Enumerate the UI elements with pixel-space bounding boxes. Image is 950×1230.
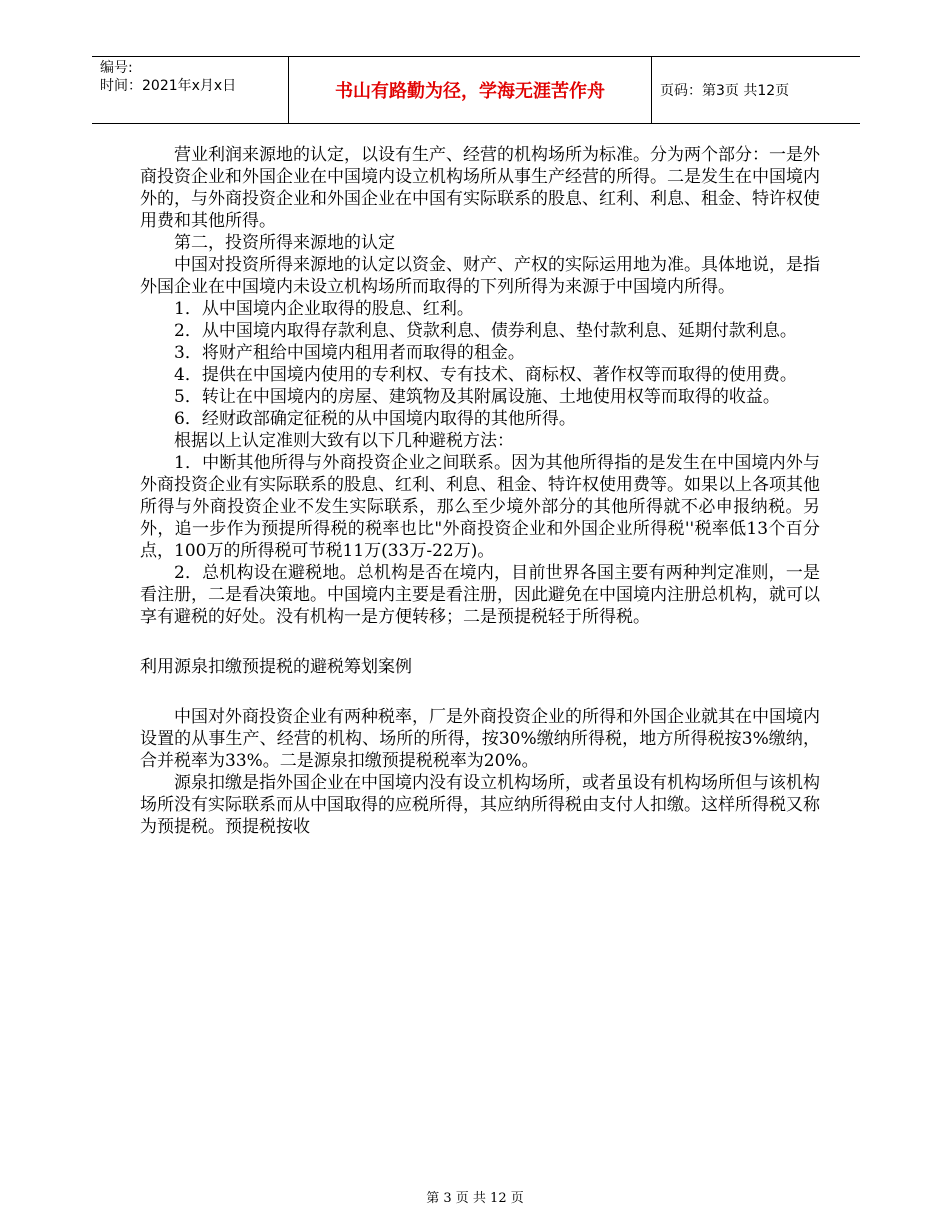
paragraph: 源泉扣缴是指外国企业在中国境内没有设立机构场所，或者虽设有机构场所但与该机构场所没有实际联系而从中国取得的应税所得，其应纳所得税由支付人扣缴。这样所得税又称为预提税。预提税按收 bbox=[140, 773, 820, 837]
paragraph: 根据以上认定准则大致有以下几种避税方法： bbox=[174, 431, 514, 451]
list-item: 3．将财产租给中国境内租用者而取得的租金。 bbox=[174, 343, 525, 363]
list-item: 5．转让在中国境内的房屋、建筑物及其附属设施、土地使用权等而取得的收益。 bbox=[174, 387, 780, 407]
list-item: 2．总机构设在避税地。总机构是否在境内，目前世界各国主要有两种判定准则，一是看注册，二是看决策地。中国境内主要是看注册，因此避免在中国境内注册总机构，就可以享有避税的好处。没有机构一是方便转移；二是预提税轻于所得税。 bbox=[140, 563, 820, 627]
list-item: 4．提供在中国境内使用的专利权、专有技术、商标权、著作权等而取得的使用费。 bbox=[174, 365, 797, 385]
paragraph: 营业利润来源地的认定，以设有生产、经营的机构场所为标准。分为两个部分：一是外商投资企业和外国企业在中国境内设立机构场所从事生产经营的所得。二是发生在中国境内外的，与外商投资企业和外国企业在中国有实际联系的股息、红利、利息、租金、特许权使用费和其他所得。 bbox=[140, 145, 820, 231]
list-item: 1．中断其他所得与外商投资企业之间联系。因为其他所得指的是发生在中国境内外与外商投资企业有实际联系的股息、红利、利息、租金、特许权使用费等。如果以上各项其他所得与外商投资企业不发生实际联系，那么至少境外部分的其他所得就不必申报纳税。另外，追一步作为预提所得税的税率也比"外商投资企业和外国企业所得税''税率低13个百分点，100万的所得税可节税11万(33万-22万)。 bbox=[140, 453, 820, 561]
list-item: 1．从中国境内企业取得的股息、红利。 bbox=[174, 299, 474, 319]
time-label: 时间：2021年x月x日 bbox=[100, 78, 237, 94]
list-item: 6．经财政部确定征税的从中国境内取得的其他所得。 bbox=[174, 409, 576, 429]
page-header bbox=[92, 56, 860, 124]
header-motto-cell bbox=[288, 57, 652, 123]
section-title: 利用源泉扣缴预提税的避税筹划案例 bbox=[140, 657, 412, 677]
header-left bbox=[100, 59, 290, 95]
spacer bbox=[140, 628, 820, 656]
page-footer: 第 3 页 共 12 页 bbox=[426, 1191, 524, 1206]
motto-text: 书山有路勤为径，学海无涯苦作舟 bbox=[335, 81, 605, 102]
paragraph: 第二，投资所得来源地的认定 bbox=[174, 233, 395, 253]
document-body bbox=[140, 144, 820, 838]
number-label: 编号: bbox=[100, 60, 133, 76]
paragraph: 中国对外商投资企业有两种税率，厂是外商投资企业的所得和外国企业就其在中国境内设置的从事生产、经营的机构、场所的所得，按30%缴纳所得税，地方所得税按3%缴纳，合并税率为33%。二是源泉扣缴预提税税率为20%。 bbox=[140, 707, 820, 771]
list-item: 2．从中国境内取得存款利息、贷款利息、债券利息、垫付款利息、延期付款利息。 bbox=[174, 321, 797, 341]
paragraph: 中国对投资所得来源地的认定以资金、财产、产权的实际运用地为准。具体地说，是指外国企业在中国境内未设立机构场所而取得的下列所得为来源于中国境内所得。 bbox=[140, 255, 820, 297]
spacer bbox=[140, 678, 820, 706]
header-page-info: 页码：第3页 共12页 bbox=[660, 83, 790, 99]
